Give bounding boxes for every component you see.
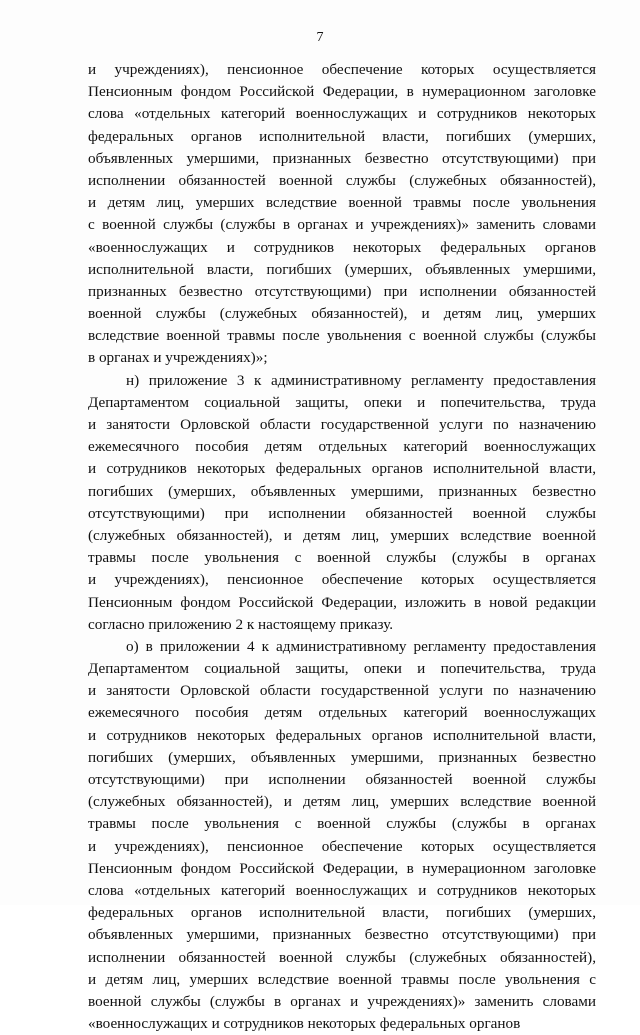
- text-line: военной службы (службы в органах и учреждениях)» заменить словами: [88, 992, 596, 1010]
- text-line: Департаментом социальной защиты, опеки и попечительства, труда: [88, 393, 596, 411]
- text-line: и сотрудников некоторых федеральных органов исполнительной власти,: [88, 726, 596, 744]
- document-body: [88, 59, 596, 1035]
- text-line: в органах и учреждениях)»;: [88, 349, 268, 367]
- text-line: объявленных умершими, признанных безвестно отсутствующими) при: [88, 926, 596, 944]
- text-line: Пенсионным фондом Российской Федерации, изложить в новой редакции: [88, 593, 596, 611]
- text-line: и детям лиц, умерших вследствие военной травмы после увольнения: [88, 194, 596, 212]
- text-line: вследствие военной травмы после увольнения с военной службы (службы: [88, 327, 596, 345]
- text-line: травмы после увольнения с военной службы (службы в органах: [88, 549, 596, 567]
- text-line: и занятости Орловской области государственной услуги по назначению: [88, 682, 596, 700]
- page-number: 7: [316, 30, 324, 45]
- text-line: и учреждениях), пенсионное обеспечение которых осуществляется: [88, 61, 596, 78]
- text-line: (служебных обязанностей), и детям лиц, умерших вследствие военной: [88, 526, 596, 544]
- text-line: признанных безвестно отсутствующими) при исполнении обязанностей: [88, 282, 596, 300]
- text-line: с военной службы (службы в органах и учреждениях)» заменить словами: [88, 216, 596, 234]
- paragraph: [88, 636, 596, 1035]
- text-line: и сотрудников некоторых федеральных органов исполнительной власти,: [88, 460, 596, 478]
- text-line: исполнении обязанностей военной службы (служебных обязанностей),: [88, 171, 596, 189]
- text-line: н) приложение 3 к административному регламенту предоставления: [126, 371, 596, 389]
- text-line: (служебных обязанностей), и детям лиц, умерших вследствие военной: [88, 793, 596, 811]
- text-line: и учреждениях), пенсионное обеспечение которых осуществляется: [88, 837, 596, 855]
- paragraph: [88, 370, 596, 636]
- text-line: погибших (умерших, объявленных умершими, признанных безвестно: [88, 482, 596, 500]
- text-line: военной службы (служебных обязанностей), и детям лиц, умерших: [88, 305, 596, 323]
- text-line: федеральных органов исполнительной власти, погибших (умерших,: [88, 904, 596, 922]
- text-line: погибших (умерших, объявленных умершими, признанных безвестно: [88, 748, 596, 766]
- text-line: и детям лиц, умерших вследствие военной травмы после увольнения с: [88, 970, 596, 988]
- text-line: «военнослужащих и сотрудников некоторых федеральных органов: [88, 238, 596, 256]
- text-line: ежемесячного пособия детям отдельных категорий военнослужащих: [88, 704, 596, 722]
- text-line: отсутствующими) при исполнении обязанностей военной службы: [88, 504, 596, 522]
- text-line: и учреждениях), пенсионное обеспечение которых осуществляется: [88, 571, 596, 589]
- text-line: слова «отдельных категорий военнослужащих и сотрудников некоторых: [88, 881, 596, 899]
- text-line: федеральных органов исполнительной власти, погибших (умерших,: [88, 127, 596, 145]
- text-line: травмы после увольнения с военной службы (службы в органах: [88, 815, 596, 833]
- text-line: «военнослужащих и сотрудников некоторых федеральных органов: [88, 1015, 521, 1033]
- text-line: Пенсионным фондом Российской Федерации, в нумерационном заголовке: [88, 859, 596, 877]
- text-line: и занятости Орловской области государственной услуги по назначению: [88, 416, 596, 433]
- text-line: Департаментом социальной защиты, опеки и попечительства, труда: [88, 660, 596, 678]
- text-line: отсутствующими) при исполнении обязанностей военной службы: [88, 771, 596, 788]
- paragraph: [88, 59, 596, 370]
- text-line: о) в приложении 4 к административному регламенту предоставления: [126, 637, 596, 655]
- text-line: ежемесячного пособия детям отдельных категорий военнослужащих: [88, 438, 596, 456]
- text-line: согласно приложению 2 к настоящему приказу.: [88, 615, 394, 633]
- text-line: исполнении обязанностей военной службы (служебных обязанностей),: [88, 948, 596, 966]
- text-line: исполнительной власти, погибших (умерших, объявленных умершими,: [88, 260, 596, 278]
- text-line: Пенсионным фондом Российской Федерации, в нумерационном заголовке: [88, 83, 596, 101]
- text-line: слова «отдельных категорий военнослужащих и сотрудников некоторых: [88, 105, 596, 123]
- text-line: объявленных умершими, признанных безвестно отсутствующими) при: [88, 149, 596, 167]
